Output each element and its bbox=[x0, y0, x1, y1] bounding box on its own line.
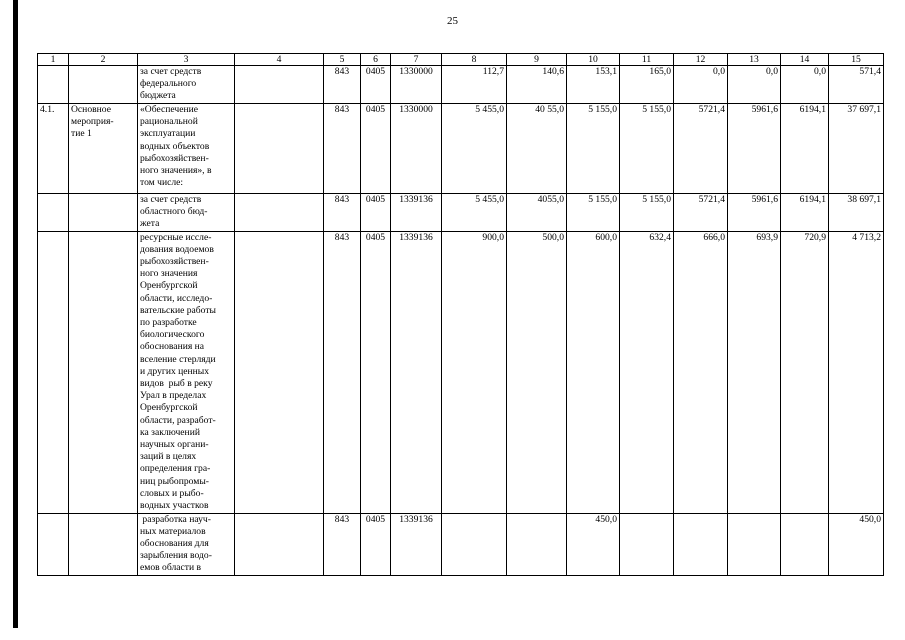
cell-line: рациональной bbox=[140, 116, 198, 128]
cell-grbs: 843 bbox=[324, 513, 361, 575]
cell-line: федерального bbox=[140, 78, 197, 90]
budget-table bbox=[37, 53, 884, 576]
cell-line: Основное bbox=[71, 104, 111, 115]
cell-line: зарыбления водо- bbox=[140, 550, 212, 562]
header-cell-11: 11 bbox=[620, 54, 674, 66]
cell-line: водных объектов bbox=[140, 140, 210, 152]
table-row bbox=[38, 66, 884, 104]
cell-y5: 5721,4 bbox=[674, 194, 728, 232]
cell-y5: 666,0 bbox=[674, 231, 728, 513]
cell-y5 bbox=[674, 513, 728, 575]
cell-line: областного бюд- bbox=[140, 206, 208, 218]
cell-line: ка заключений bbox=[140, 426, 200, 438]
cell-total: 4 713,2 bbox=[829, 231, 884, 513]
page-number: 25 bbox=[447, 15, 458, 27]
table-header-row bbox=[38, 54, 884, 66]
header-cell-15: 15 bbox=[829, 54, 884, 66]
cell-description bbox=[138, 104, 235, 194]
cell-y2: 40 55,0 bbox=[507, 104, 567, 194]
cell-y1: 5 455,0 bbox=[442, 104, 507, 194]
header-cell-12: 12 bbox=[674, 54, 728, 66]
cell-line: жета bbox=[140, 218, 160, 230]
cell-grbs: 843 bbox=[324, 194, 361, 232]
header-cell-1: 1 bbox=[38, 54, 69, 66]
table-row bbox=[38, 231, 884, 513]
cell-description bbox=[138, 194, 235, 232]
cell-name bbox=[69, 194, 138, 232]
cell-line: разработка науч- bbox=[140, 513, 211, 525]
cell-num bbox=[38, 194, 69, 232]
cell-y4 bbox=[620, 513, 674, 575]
cell-y2: 140,6 bbox=[507, 66, 567, 104]
cell-line: научных органи- bbox=[140, 439, 209, 451]
cell-y1: 900,0 bbox=[442, 231, 507, 513]
cell-line: биологического bbox=[140, 329, 205, 341]
cell-y4: 5 155,0 bbox=[620, 194, 674, 232]
cell-num bbox=[38, 231, 69, 513]
cell-line: ного значения bbox=[140, 268, 198, 280]
cell-y5: 0,0 bbox=[674, 66, 728, 104]
cell-line: дования водоемов bbox=[140, 243, 214, 255]
cell-line: за счет средств bbox=[140, 66, 202, 77]
cell-description bbox=[138, 66, 235, 104]
binding-bar bbox=[13, 0, 18, 628]
cell-y2: 4055,0 bbox=[507, 194, 567, 232]
cell-description bbox=[138, 231, 235, 513]
cell-rzpr: 0405 bbox=[361, 513, 391, 575]
cell-line: бюджета bbox=[140, 90, 176, 102]
header-cell-14: 14 bbox=[781, 54, 829, 66]
cell-line: Оренбургской bbox=[140, 280, 198, 292]
cell-num: 4.1. bbox=[38, 104, 69, 194]
header-cell-2: 2 bbox=[69, 54, 138, 66]
cell-grbs: 843 bbox=[324, 231, 361, 513]
header-cell-4: 4 bbox=[235, 54, 324, 66]
cell-line: том числе: bbox=[140, 177, 184, 189]
cell-col4 bbox=[235, 513, 324, 575]
cell-num bbox=[38, 513, 69, 575]
cell-line: мероприя- bbox=[71, 116, 114, 128]
cell-y3: 5 155,0 bbox=[567, 194, 620, 232]
cell-line: ресурсные иссле- bbox=[140, 231, 212, 243]
cell-line: заций в целях bbox=[140, 451, 197, 463]
cell-line: и других ценных bbox=[140, 365, 210, 377]
cell-description bbox=[138, 513, 235, 575]
cell-line: ного значения», в bbox=[140, 165, 212, 177]
cell-csr: 1339136 bbox=[391, 194, 442, 232]
cell-y2 bbox=[507, 513, 567, 575]
cell-line: Урал в пределах bbox=[140, 390, 207, 402]
cell-rzpr: 0405 bbox=[361, 231, 391, 513]
cell-y3: 600,0 bbox=[567, 231, 620, 513]
header-cell-9: 9 bbox=[507, 54, 567, 66]
cell-line: словых и рыбо- bbox=[140, 487, 204, 499]
cell-line: эксплуатации bbox=[140, 128, 196, 140]
cell-name bbox=[69, 104, 138, 194]
cell-name bbox=[69, 66, 138, 104]
cell-y6 bbox=[728, 513, 781, 575]
cell-y1 bbox=[442, 513, 507, 575]
cell-y7: 6194,1 bbox=[781, 194, 829, 232]
cell-line: определения гра- bbox=[140, 463, 211, 475]
table-row bbox=[38, 513, 884, 575]
cell-col4 bbox=[235, 104, 324, 194]
cell-line: области, разработ- bbox=[140, 414, 216, 426]
cell-y3: 450,0 bbox=[567, 513, 620, 575]
cell-y4: 5 155,0 bbox=[620, 104, 674, 194]
cell-y6: 693,9 bbox=[728, 231, 781, 513]
cell-name bbox=[69, 231, 138, 513]
cell-rzpr: 0405 bbox=[361, 194, 391, 232]
cell-grbs: 843 bbox=[324, 66, 361, 104]
cell-line: за счет средств bbox=[140, 194, 202, 205]
cell-line: Оренбургской bbox=[140, 402, 198, 414]
cell-line: тие 1 bbox=[71, 128, 92, 140]
cell-y6: 0,0 bbox=[728, 66, 781, 104]
cell-y5: 5721,4 bbox=[674, 104, 728, 194]
cell-line: рыбохозяйствен- bbox=[140, 152, 209, 164]
cell-csr: 1339136 bbox=[391, 513, 442, 575]
cell-line: «Обеспечение bbox=[140, 104, 198, 115]
table-row bbox=[38, 194, 884, 232]
cell-line: обоснования для bbox=[140, 538, 209, 550]
cell-y6: 5961,6 bbox=[728, 104, 781, 194]
cell-y3: 5 155,0 bbox=[567, 104, 620, 194]
cell-line: рыбохозяйствен- bbox=[140, 256, 209, 268]
cell-total: 38 697,1 bbox=[829, 194, 884, 232]
cell-y2: 500,0 bbox=[507, 231, 567, 513]
header-cell-7: 7 bbox=[391, 54, 442, 66]
cell-total: 450,0 bbox=[829, 513, 884, 575]
cell-line: водных участков bbox=[140, 500, 209, 512]
cell-num bbox=[38, 66, 69, 104]
cell-total: 571,4 bbox=[829, 66, 884, 104]
cell-y1: 112,7 bbox=[442, 66, 507, 104]
cell-line: емов области в bbox=[140, 562, 202, 574]
cell-y7: 720,9 bbox=[781, 231, 829, 513]
header-cell-3: 3 bbox=[138, 54, 235, 66]
cell-y7: 0,0 bbox=[781, 66, 829, 104]
header-cell-5: 5 bbox=[324, 54, 361, 66]
cell-name bbox=[69, 513, 138, 575]
cell-rzpr: 0405 bbox=[361, 104, 391, 194]
cell-y7: 6194,1 bbox=[781, 104, 829, 194]
header-cell-8: 8 bbox=[442, 54, 507, 66]
cell-line: вательские работы bbox=[140, 304, 216, 316]
cell-col4 bbox=[235, 66, 324, 104]
header-cell-10: 10 bbox=[567, 54, 620, 66]
cell-csr: 1339136 bbox=[391, 231, 442, 513]
cell-col4 bbox=[235, 194, 324, 232]
cell-line: обоснования на bbox=[140, 341, 205, 353]
cell-y1: 5 455,0 bbox=[442, 194, 507, 232]
cell-y4: 632,4 bbox=[620, 231, 674, 513]
header-cell-13: 13 bbox=[728, 54, 781, 66]
cell-rzpr: 0405 bbox=[361, 66, 391, 104]
cell-y7 bbox=[781, 513, 829, 575]
cell-grbs: 843 bbox=[324, 104, 361, 194]
cell-total: 37 697,1 bbox=[829, 104, 884, 194]
cell-line: по разработке bbox=[140, 317, 197, 329]
cell-line: ных материалов bbox=[140, 525, 206, 537]
table-row bbox=[38, 104, 884, 194]
cell-line: вселение стерляди bbox=[140, 353, 216, 365]
cell-y6: 5961,6 bbox=[728, 194, 781, 232]
cell-col4 bbox=[235, 231, 324, 513]
cell-line: видов рыб в реку bbox=[140, 378, 213, 390]
cell-y3: 153,1 bbox=[567, 66, 620, 104]
cell-csr: 1330000 bbox=[391, 104, 442, 194]
cell-y4: 165,0 bbox=[620, 66, 674, 104]
header-cell-6: 6 bbox=[361, 54, 391, 66]
cell-line: ниц рыбопромы- bbox=[140, 475, 209, 487]
cell-line: области, исследо- bbox=[140, 292, 213, 304]
cell-csr: 1330000 bbox=[391, 66, 442, 104]
